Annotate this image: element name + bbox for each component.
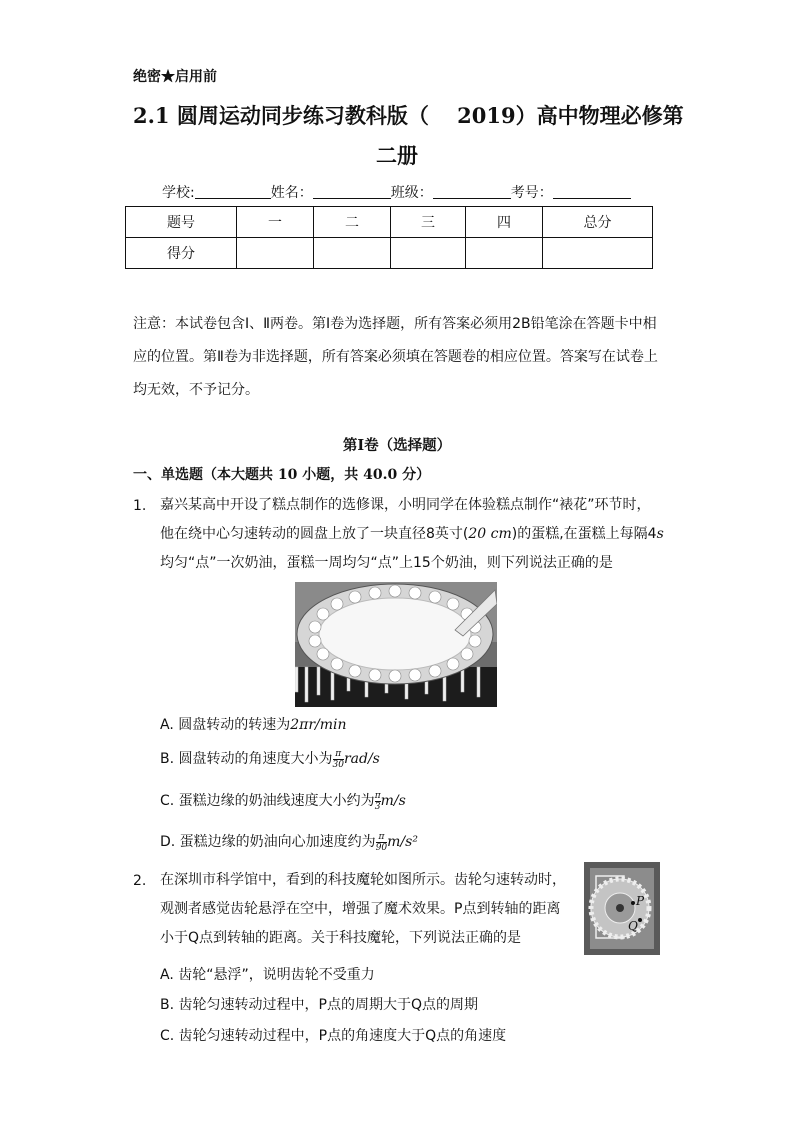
name-label: 姓名：: [270, 185, 313, 201]
score-cell[interactable]: [314, 238, 391, 269]
school-blank[interactable]: [195, 184, 271, 199]
score-row-label: 得分: [126, 238, 237, 269]
header-cell: 总分: [543, 207, 653, 238]
question-1-line: 均匀“点”一次奶油，蛋糕一周均匀“点”上15个奶油，则下列说法正确的是: [160, 555, 613, 571]
point-q-label: Q: [628, 919, 638, 933]
question-2-option-b[interactable]: B. 齿轮匀速转动过程中，P点的周期大于Q点的周期: [160, 997, 478, 1013]
score-table: [125, 206, 653, 269]
page-title-line2: 二册: [376, 143, 418, 168]
option-text: A. 圆盘转动的转速为: [160, 717, 291, 733]
gear-figure: [584, 862, 660, 955]
question-1-option-b[interactable]: [160, 748, 380, 770]
question-2-line: 在深圳市科学馆中，看到的科技魔轮如图所示。齿轮匀速转动时，: [160, 872, 566, 888]
score-cell[interactable]: [391, 238, 466, 269]
score-table-score-row: [126, 238, 653, 269]
question-1-option-c[interactable]: [160, 790, 406, 812]
question-1-math: s: [656, 526, 664, 542]
question-1-math: 20 cm: [468, 526, 512, 542]
student-info-fields: [162, 182, 631, 202]
option-text: D. 蛋糕边缘的奶油向心加速度约为: [160, 834, 376, 850]
question-1-line: [160, 520, 680, 549]
score-table-header-row: [126, 207, 653, 238]
cake-photo: [295, 582, 497, 707]
question-2-line: 观测者感觉齿轮悬浮在空中，增强了魔术效果。P点到转轴的距离: [160, 901, 561, 917]
question-1-option-a[interactable]: [160, 714, 347, 734]
question-1-line: 嘉兴某高中开设了糕点制作的选修课，小明同学在体验糕点制作“裱花”环节时，: [160, 497, 651, 513]
option-math: 2πr/min: [290, 717, 347, 733]
header-cell: 二: [314, 207, 391, 238]
fraction-numerator: π: [374, 790, 381, 801]
page-title: 2.1 圆周运动同步练习教科版（ 2019）高中物理必修第: [133, 103, 684, 128]
name-blank[interactable]: [313, 184, 391, 199]
fraction-denominator: 90: [375, 842, 388, 853]
option-math: m/s: [380, 793, 406, 809]
section-title: 第Ⅰ卷（选择题）: [342, 437, 452, 454]
option-text: C. 蛋糕边缘的奶油线速度大小约为: [160, 793, 375, 809]
point-p-label: P: [636, 894, 645, 908]
fraction: [376, 832, 387, 853]
fraction-numerator: π: [335, 748, 342, 759]
score-cell[interactable]: [237, 238, 314, 269]
header-cell: 四: [466, 207, 543, 238]
option-math: rad/s: [343, 751, 380, 767]
exam-no-label: 考号：: [510, 185, 553, 201]
score-cell[interactable]: [466, 238, 543, 269]
question-2-option-a[interactable]: A. 齿轮“悬浮”，说明齿轮不受重力: [160, 967, 375, 983]
question-1-text: [160, 491, 680, 578]
fraction-denominator: 3: [374, 801, 381, 812]
option-math: m/s²: [387, 834, 418, 850]
notice-text: 注意：本试卷包含Ⅰ、Ⅱ两卷。第Ⅰ卷为选择题，所有答案必须用2B铅笔涂在答题卡中相应的位置。第Ⅱ卷为非选择题，所有答案必须填在答题卷的相应位置。答案写在试卷上均无效，不予记分。: [133, 316, 658, 398]
question-1-text-part: 他在绕中心匀速转动的圆盘上放了一块直径8英寸(: [160, 526, 469, 542]
exam-no-blank[interactable]: [553, 184, 631, 199]
question-2-number: 2.: [133, 873, 147, 889]
school-label: 学校:: [162, 185, 195, 201]
fraction-denominator: 30: [332, 759, 344, 770]
section-subtitle: 一、单选题（本大题共 10 小题，共 40.0 分）: [133, 467, 431, 483]
class-blank[interactable]: [433, 184, 511, 199]
class-label: 班级：: [390, 185, 433, 201]
header-cell: 三: [391, 207, 466, 238]
question-1-number: 1.: [133, 498, 147, 514]
question-1-option-d[interactable]: [160, 831, 418, 853]
question-2-text: [160, 866, 580, 953]
header-cell: 题号: [126, 207, 237, 238]
question-1-text-part: )的蛋糕,在蛋糕上每隔4: [511, 526, 657, 542]
fraction-numerator: π: [378, 831, 385, 842]
secret-label: 绝密★启用前: [133, 69, 217, 85]
option-text: B. 圆盘转动的角速度大小为: [160, 751, 333, 767]
fraction: [333, 749, 344, 770]
question-2-line: 小于Q点到转轴的距离。关于科技魔轮，下列说法正确的是: [160, 930, 522, 946]
score-cell[interactable]: [543, 238, 653, 269]
header-cell: 一: [237, 207, 314, 238]
question-2-option-c[interactable]: C. 齿轮匀速转动过程中，P点的角速度大于Q点的角速度: [160, 1028, 507, 1044]
